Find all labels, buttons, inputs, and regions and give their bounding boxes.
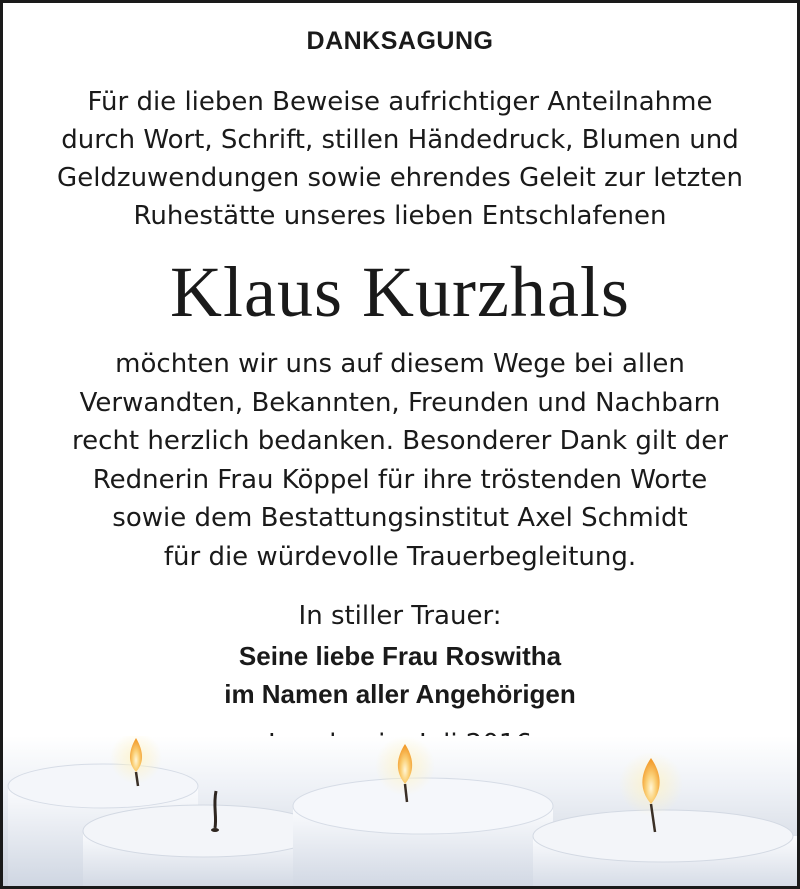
signer-line: im Namen aller Angehörigen — [224, 679, 576, 709]
intro-line: durch Wort, Schrift, stillen Händedruck, Blumen und — [61, 125, 739, 155]
candle-center — [293, 778, 553, 886]
mourning-line: In stiller Trauer: — [298, 601, 502, 631]
candles-image — [3, 736, 797, 886]
thanks-line: Rednerin Frau Köppel für ihre tröstenden Worte — [92, 464, 708, 495]
candles-illustration — [3, 736, 797, 886]
thanks-line: für die würdevolle Trauerbegleitung. — [163, 541, 637, 572]
intro-line: Für die lieben Beweise aufrichtiger Anteilnahme — [87, 87, 713, 117]
signers — [3, 637, 797, 713]
deceased-name: Klaus Kurzhals — [170, 252, 630, 332]
thanks-line: sowie dem Bestattungsinstitut Axel Schmidt — [112, 503, 688, 533]
thanks-text — [3, 345, 797, 576]
intro-line: Geldzuwendungen sowie ehrendes Geleit zur letzten — [57, 163, 743, 193]
candle-left-front — [83, 805, 323, 886]
thanks-line: möchten wir uns auf diesem Wege bei allen — [115, 349, 685, 379]
signer-line: Seine liebe Frau Roswitha — [238, 641, 562, 671]
thanks-line: Verwandten, Bekannten, Freunden und Nachbarn — [79, 387, 721, 418]
thanks-line: recht herzlich bedanken. Besonderer Dank gilt der — [72, 426, 728, 456]
candle-right — [533, 810, 797, 886]
intro-line: Ruhestätte unseres lieben Entschlafenen — [133, 201, 667, 231]
intro-text — [3, 83, 797, 235]
notice-heading: DANKSAGUNG — [306, 27, 494, 55]
